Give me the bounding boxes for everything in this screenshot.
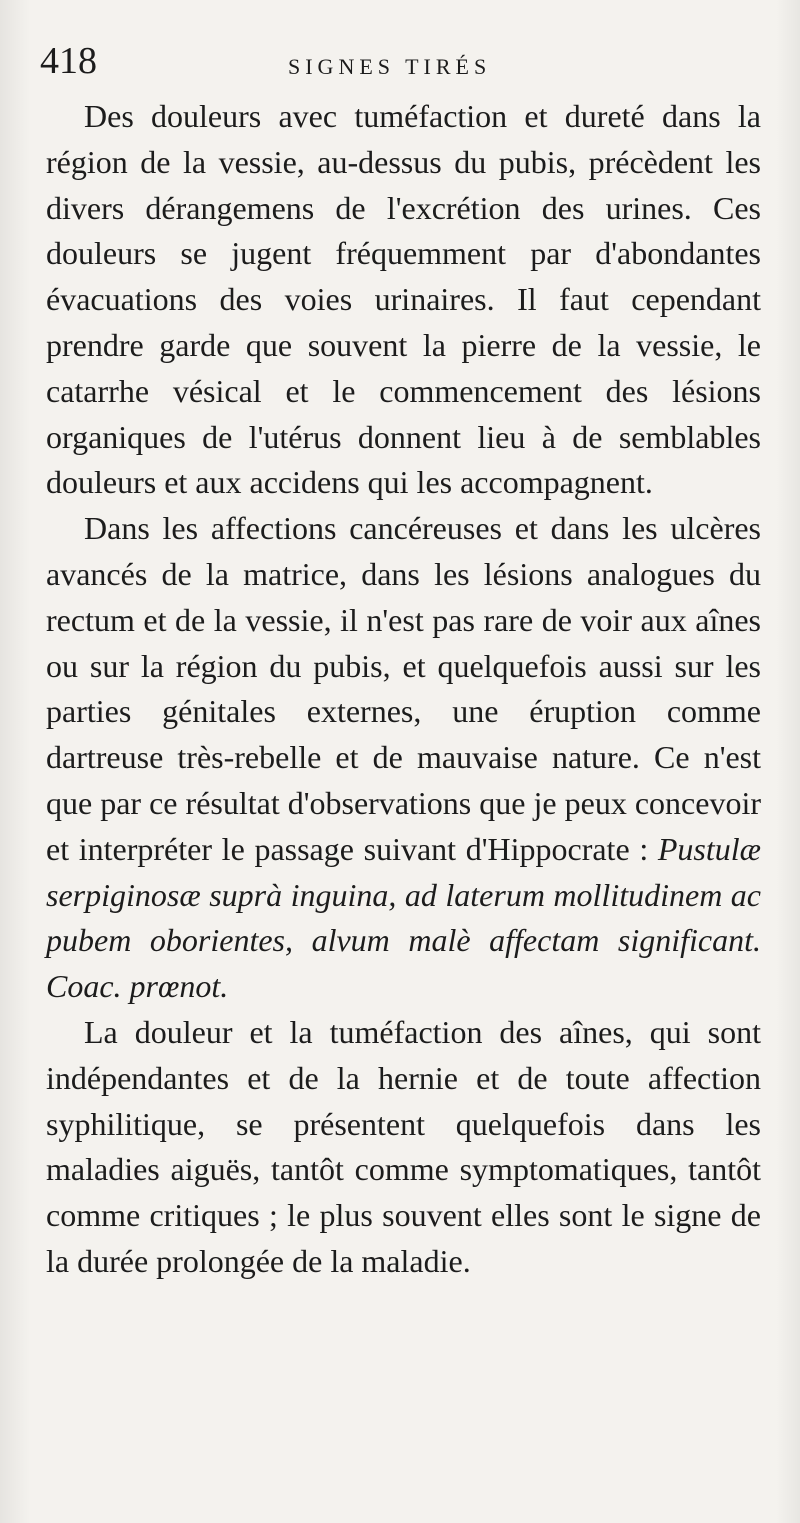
running-head: SIGNES TIRÉS xyxy=(288,54,492,79)
paragraph-1: Des douleurs avec tuméfaction et dureté dans la région de la vessie, au-dessus du pubis, précèdent les divers dérangemens de l'excrétion des urines. Ces douleurs se jugent fréquemment par d'abondantes évacuations des voies urinaires. Il faut cependant prendre garde que souvent la pierre de la vessie, le catarrhe vésical et le commencement des lésions organiques de l'utérus donnent lieu à de semblables douleurs et aux accidens qui les accompagnent. xyxy=(46,98,761,501)
paragraph-2 xyxy=(46,506,761,1010)
page-number: 418 xyxy=(40,40,97,82)
hippocrates-quote: Pustulæ serpiginosæ suprà inguina, ad laterum mollitudinem ac pubem oborientes, alvum malè affectam significant. Coac. prœnot. xyxy=(46,830,761,1005)
page-header xyxy=(40,40,760,96)
paragraph-3: La douleur et la tuméfaction des aînes, qui sont indépendantes et de la hernie et de toute affection syphilitique, se présentent quelquefois dans les maladies aiguës, tantôt comme symptomatiques, tantôt comme critiques ; le plus souvent elles sont le signe de la durée prolongée de la maladie. xyxy=(46,1013,761,1279)
body-text xyxy=(46,94,761,1285)
paragraph-2-text: Dans les affections cancéreuses et dans les ulcères avancés de la matrice, dans les lésions analogues du rectum et de la vessie, il n'est pas rare de voir aux aînes ou sur la région du pubis, et quelquefois aussi sur les parties génitales externes, une éruption comme dartreuse très-rebelle et de mauvaise nature. Ce n'est que par ce résultat d'observations que je peux concevoir et interpréter le passage suivant d'Hippocrate : xyxy=(46,510,761,867)
